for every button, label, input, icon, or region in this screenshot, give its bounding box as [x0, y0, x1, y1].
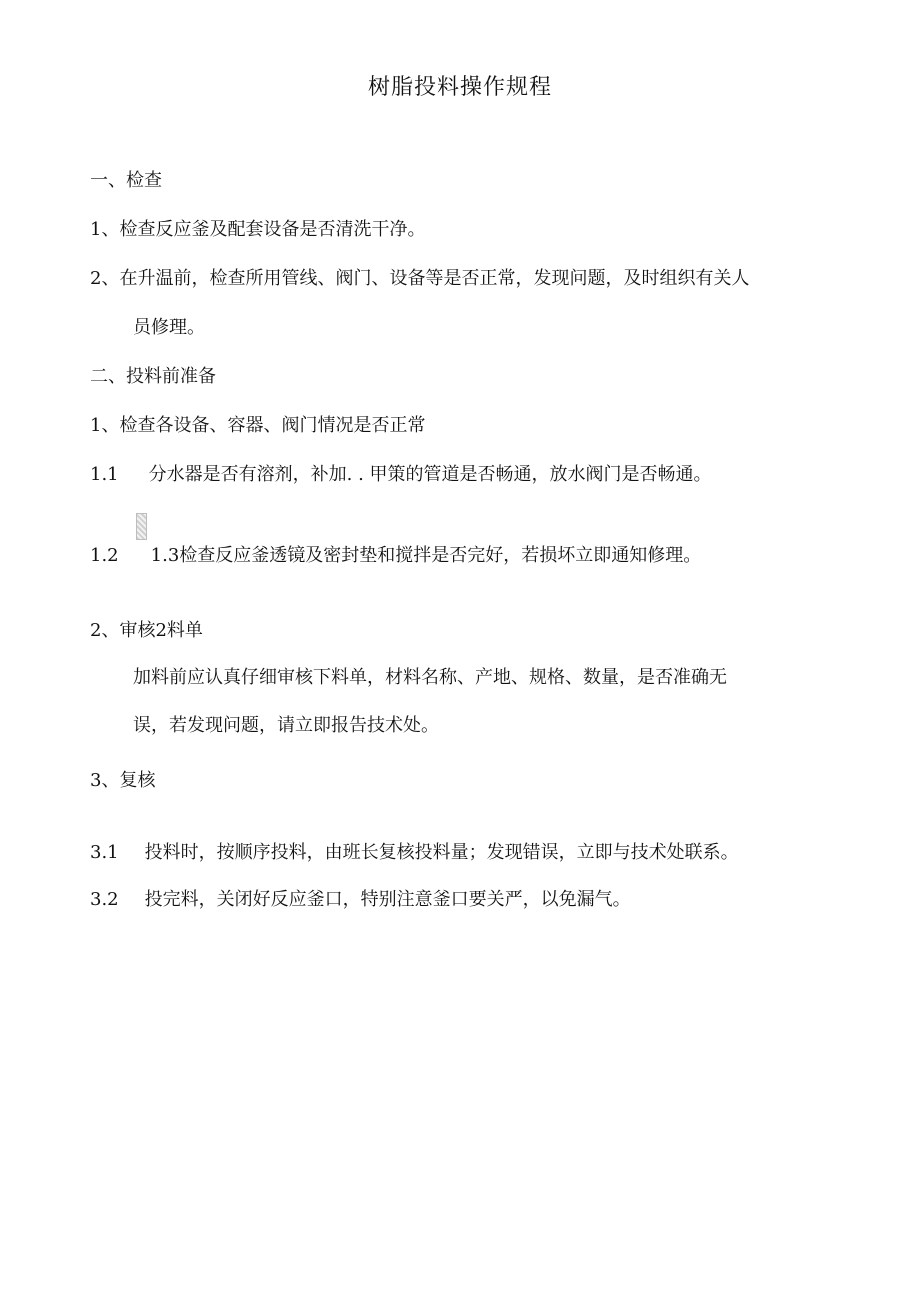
prep-item-2: 2、审核2料单	[90, 620, 203, 641]
prep-sub-item-1-1	[90, 462, 712, 488]
prep-item-2-para-line-2: 误，若发现问题，请立即报告技术处。	[133, 715, 439, 736]
prep-item-1: 1、检查各设备、容器、阀门情况是否正常	[90, 415, 426, 436]
selection-marker	[136, 513, 147, 540]
document-title: 树脂投料操作规程	[367, 75, 552, 100]
sub-item-number: 3.2	[90, 889, 119, 910]
check-item-1: 1、检查反应釜及配套设备是否清洗干净。	[90, 219, 426, 240]
sub-item-text: 分水器是否有溶剂，补加. . 甲策的管道是否畅通，放水阀门是否畅通。	[148, 464, 712, 485]
prep-sub-item-3-1	[90, 840, 739, 866]
section-heading-check: 一、检查	[90, 170, 162, 191]
section-heading-preparation: 二、投料前准备	[90, 366, 216, 387]
prep-item-3: 3、复核	[90, 770, 156, 791]
prep-item-2-para-line-1: 加料前应认真仔细审核下料单，材料名称、产地、规格、数量，是否准确无	[133, 667, 727, 688]
prep-sub-item-1-2	[90, 543, 701, 569]
check-item-2-line-2: 员修理。	[133, 317, 205, 338]
check-item-2-line-1: 2、在升温前，检查所用管线、阀门、设备等是否正常，发现问题，及时组织有关人	[90, 268, 750, 289]
sub-item-text: 投完料，关闭好反应釜口，特别注意釜口要关严，以免漏气。	[144, 889, 631, 910]
sub-item-text: 1.3检查反应釜透镜及密封垫和搅拌是否完好，若损坏立即通知修理。	[150, 545, 702, 566]
prep-sub-item-3-2	[90, 887, 631, 913]
sub-item-number: 1.1	[90, 464, 119, 485]
sub-item-number: 3.1	[90, 842, 119, 863]
sub-item-number: 1.2	[90, 545, 119, 566]
sub-item-text: 投料时，按顺序投料，由班长复核投料量；发现错误，立即与技术处联系。	[144, 842, 739, 863]
